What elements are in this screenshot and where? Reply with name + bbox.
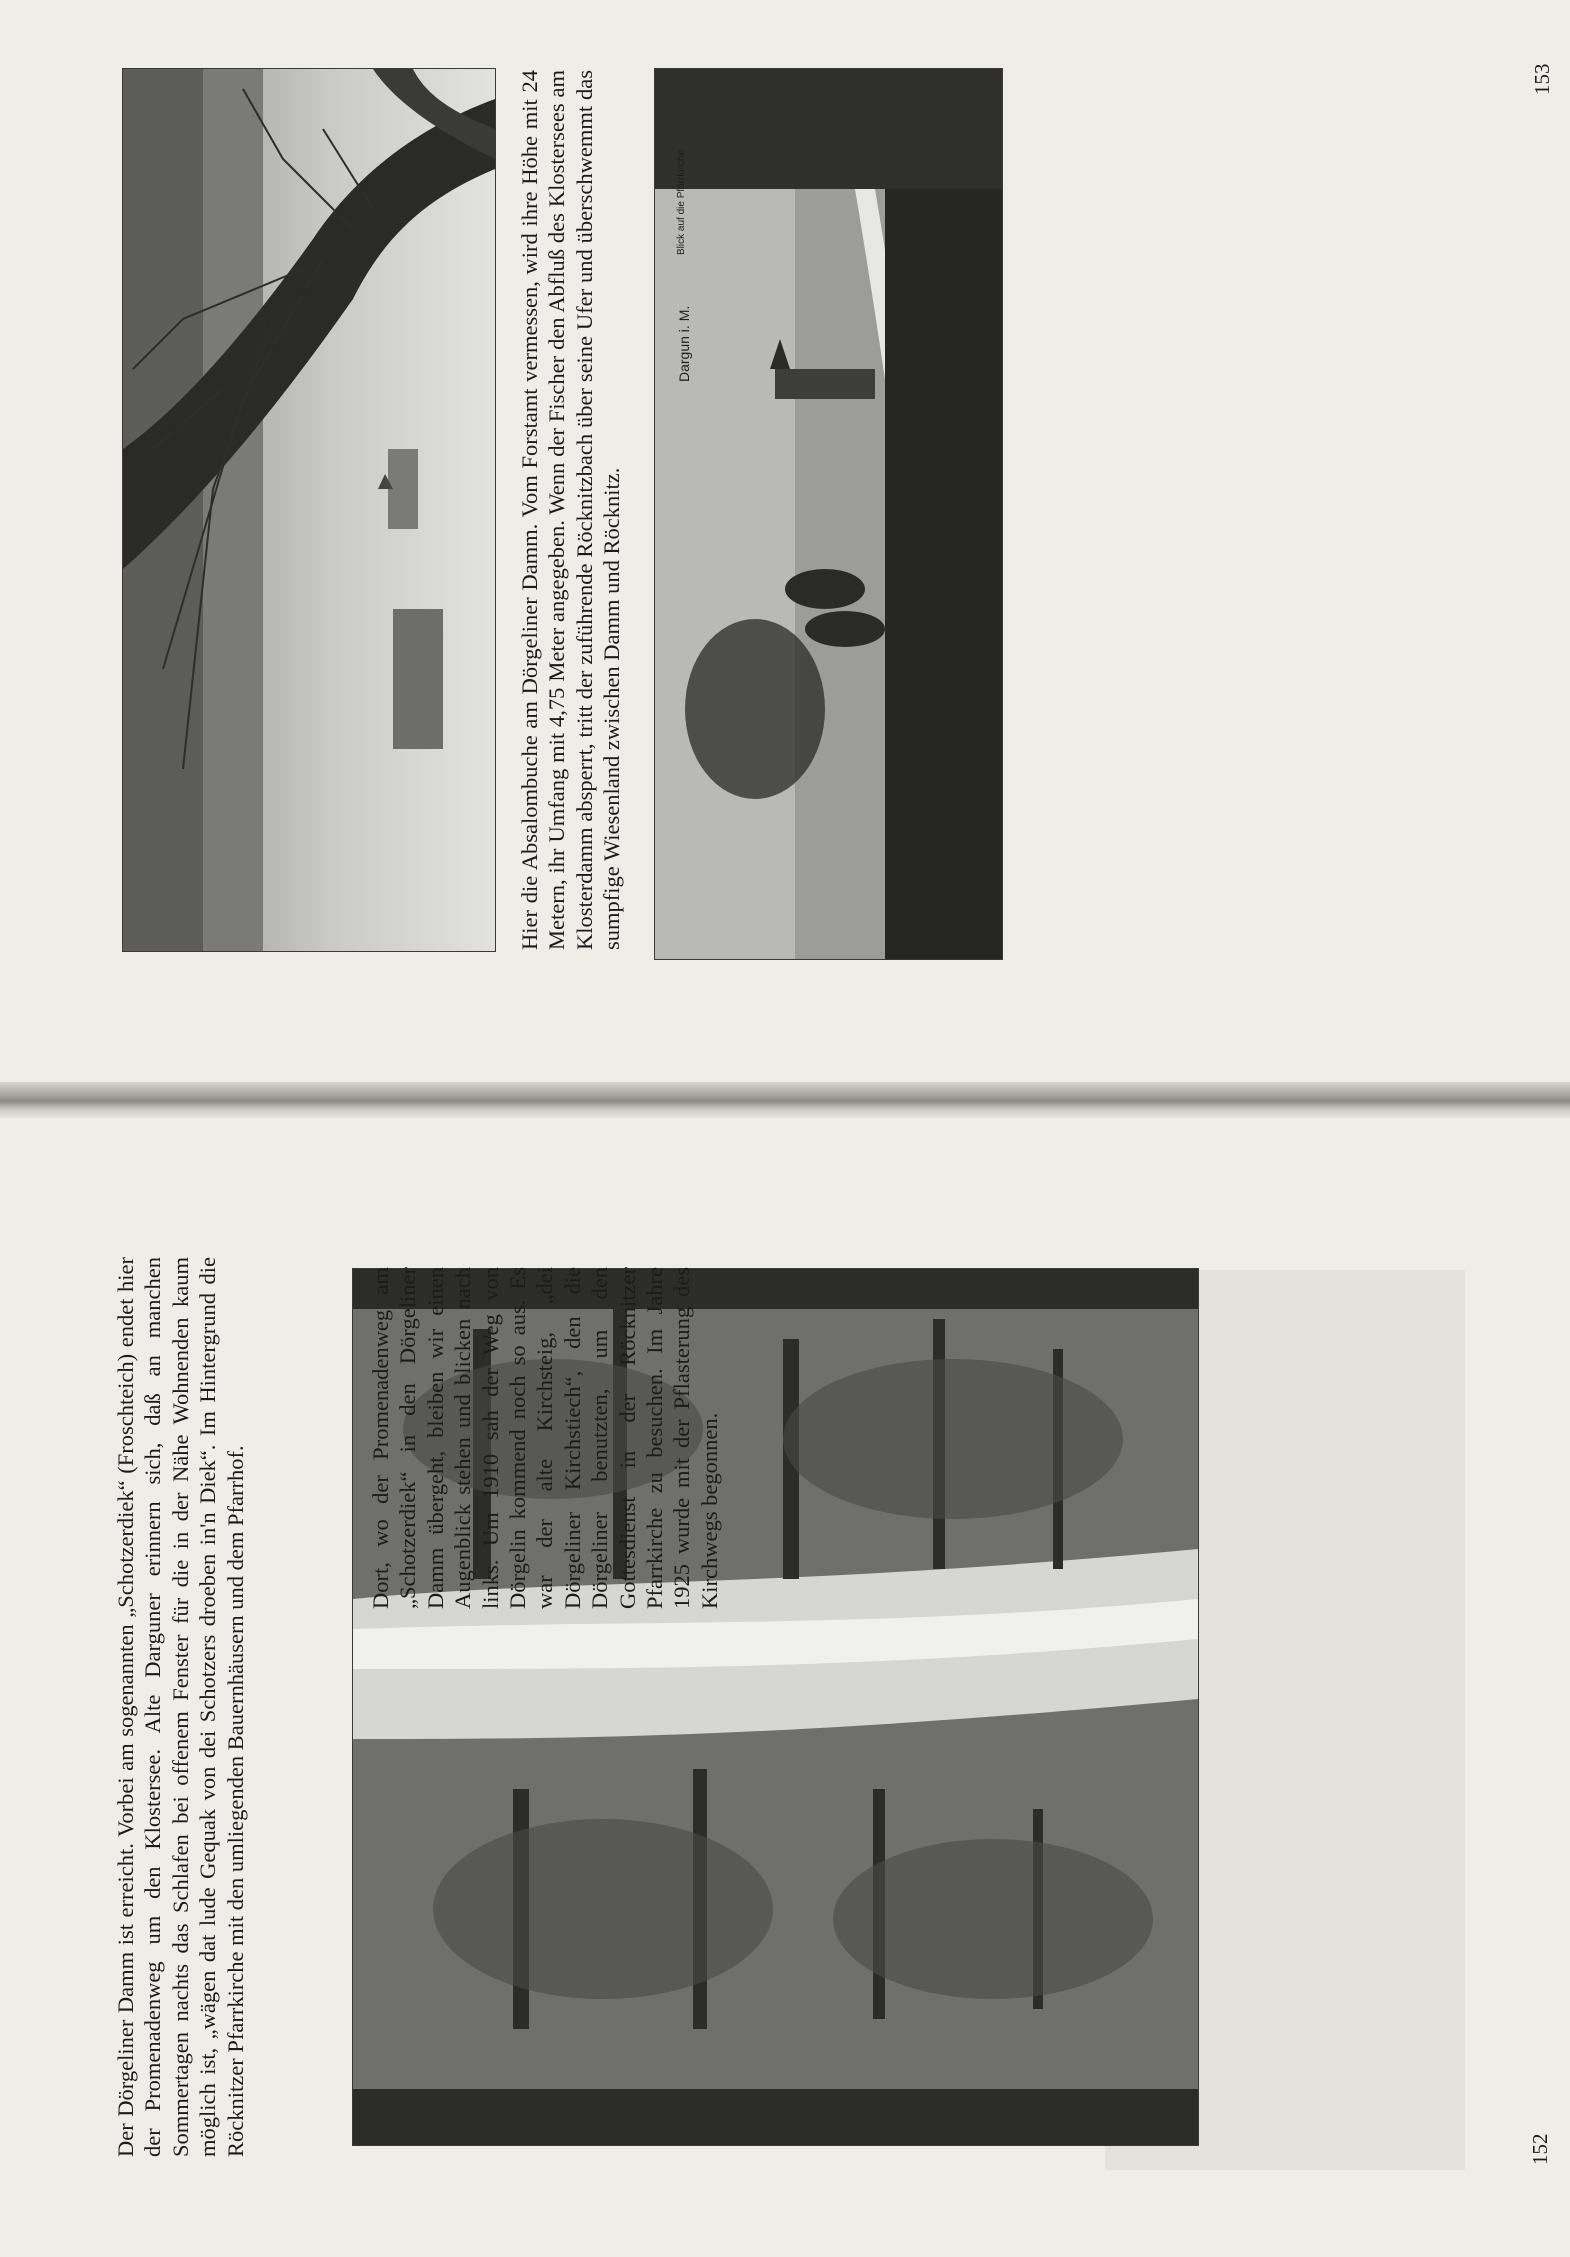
right-page-number-block: [1530, 35, 1555, 95]
page-number-152: 152: [1528, 2133, 1552, 2165]
schotzerdiek-paragraph: Der Dörgeliner Damm ist erreicht. Vorbei am sogenannten „Schotzerdiek“ (Froschteich) endet hier der Promenadenweg um den Klostersee. Alte Darguner erinnern sich, daß an manchen Sommertagen nachts das Schlafen bei offenem Fenster für die in der Nähe Wohnenden kaum möglich ist, „wägen dat lude Gequak von dei Schotzers droeben in'n Diek“. Im Hintergrund die Röcknitzer Pfarrkirche mit den umliegenden Bauernhäusern und dem Pfarrhof.: [113, 1257, 248, 2157]
postcard-caption-place: Dargun i. M.: [676, 305, 692, 382]
absalom-beech-paragraph: Hier die Absalombuche am Dörgeliner Damm. Vom Forstamt vermessen, wird ihre Höhe mit 24 Metern, ihr Umfang mit 4,75 Meter angegeben. Wenn der Fischer den Abfluß des Klostersees am Klosterdamm absperrt, tritt der zuführende Röcknitzbach über seine Ufer und überschwemmt das sumpfige Wiesenland zwischen Damm und Röcknitz.: [517, 70, 625, 950]
postcard-caption-title: Blick auf die Pfarrkirche.: [676, 147, 687, 255]
left-page-text-block-2: [367, 1267, 723, 1609]
kirchsteig-paragraph: Dort, wo der Promenadenweg am „Schotzerdiek“ in den Dörgeliner Damm übergeht, bleiben wir einen Augenblick stehen und blicken nach links. Um 1910 sah der Weg von Dörgelin kommend noch so aus. Es war der alte Kirchsteig, „dei Dörgeliner Kirchstiech“, den die Dörgeliner benutzten, um den Gottesdienst in der Röcknitzer Pfarrkirche zu besuchen. Im Jahre 1925 wurde mit der Pflasterung des Kirchwegs begonnen.: [368, 1267, 722, 1609]
photo-absalom-beech: [122, 68, 496, 952]
book-gutter: [0, 1082, 1570, 1118]
page-number-153: 153: [1530, 63, 1554, 95]
right-page-text-block: [516, 70, 626, 950]
left-page-number-block: [1528, 2105, 1553, 2165]
postcard-pfarrkirche: [654, 68, 1003, 960]
left-page-text-block-1: [112, 1257, 249, 2157]
